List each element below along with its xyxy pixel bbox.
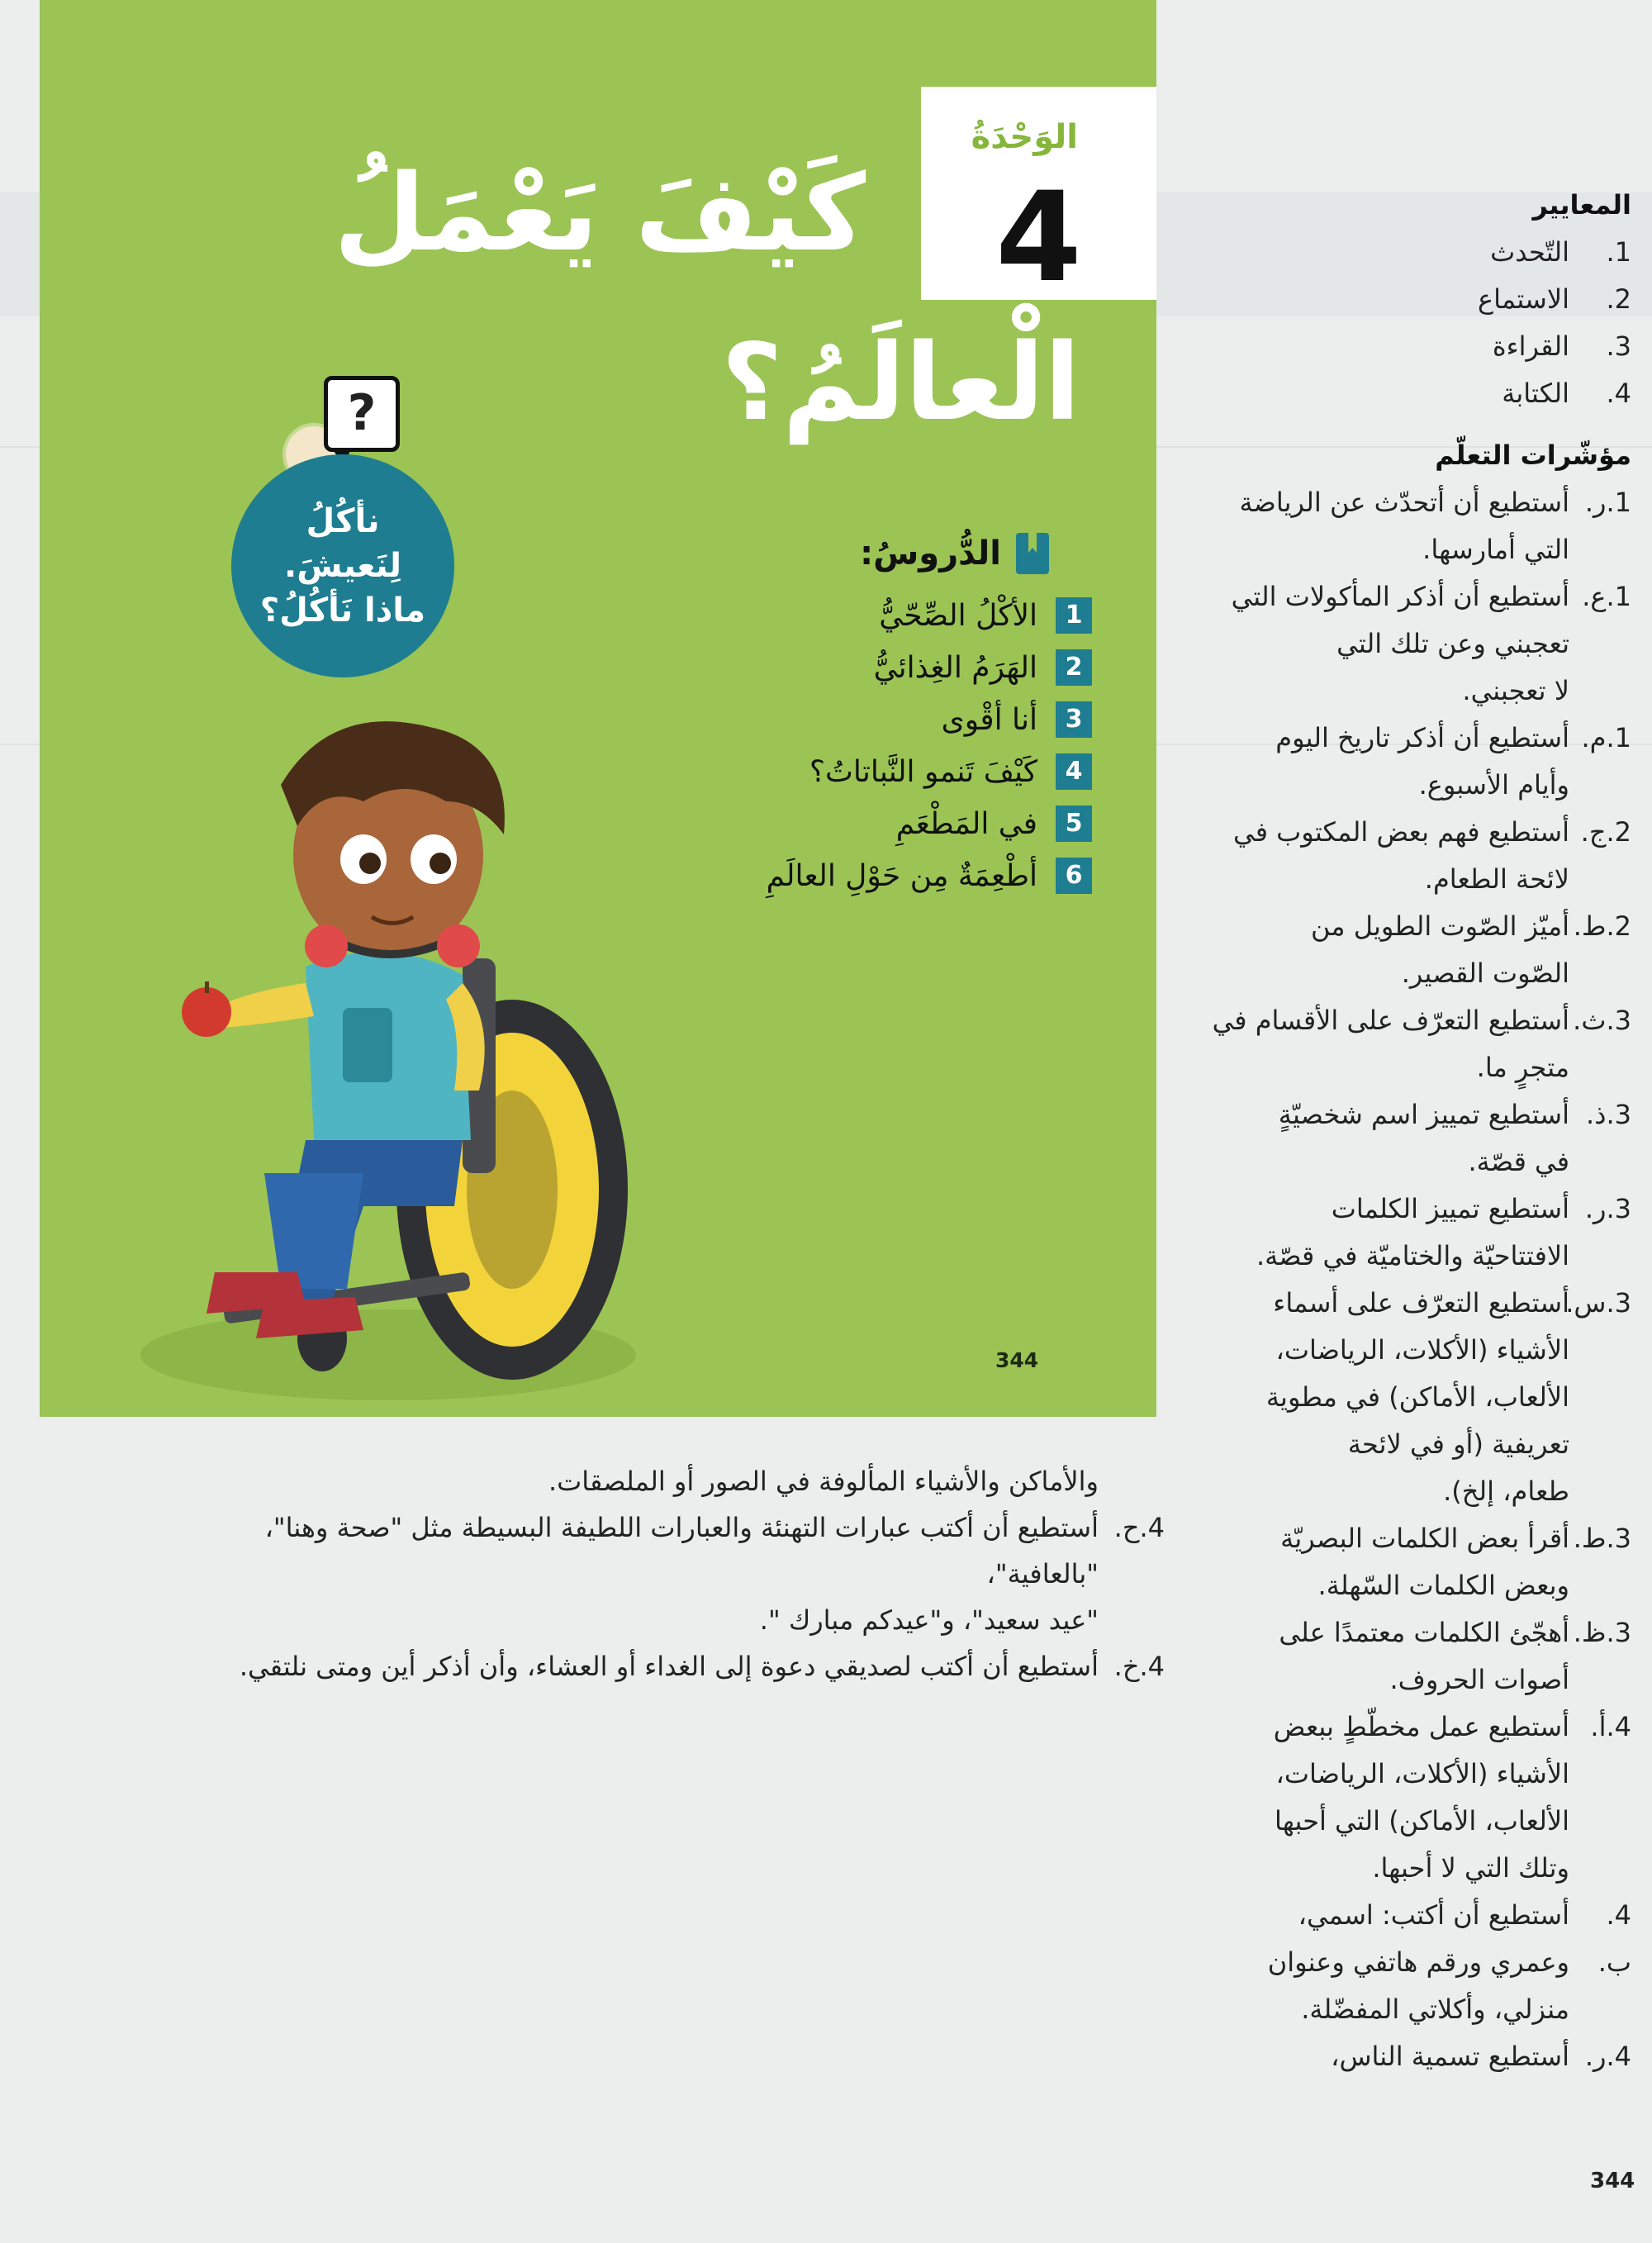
item-line: أستطيع أن أكتب: اسمي، — [1298, 1899, 1569, 1931]
item-line: أستطيع التعرّف على الأقسام في — [1212, 1005, 1569, 1036]
item-number: 1.م. — [1581, 722, 1631, 753]
lesson-item[interactable] — [874, 647, 1092, 688]
lesson-number: 2 — [1056, 649, 1092, 686]
item-line: أهجّئ الكلمات معتمدًا على — [1279, 1617, 1569, 1648]
item-number: 2.ط. — [1573, 910, 1631, 942]
item-line: أستطيع أن أتحدّث عن الرياضة — [1239, 487, 1569, 518]
indicator-item — [1181, 2033, 1631, 2080]
indicator-item — [1181, 1091, 1631, 1186]
bottom-text-block — [190, 1458, 1165, 1689]
standard-item — [1181, 229, 1631, 276]
item-line: الألعاب، الأماكن) في مطوية — [1265, 1381, 1569, 1413]
item-line: أصوات الحروف. — [1389, 1664, 1569, 1695]
item-line: أستطيع أن أذكر تاريخ اليوم — [1275, 722, 1569, 753]
indicator-item — [1181, 715, 1631, 809]
indicator-item — [1181, 1892, 1631, 2033]
item-text: الاستماع — [1478, 283, 1569, 315]
item-number: 4.أ. — [1590, 1711, 1631, 1742]
lesson-item[interactable] — [809, 751, 1092, 792]
item-text: التّحدث — [1490, 236, 1569, 268]
item-number: 3.ط. — [1573, 1523, 1631, 1554]
item-line: أقرأ بعض الكلمات البصريّة — [1280, 1523, 1569, 1554]
item-line: وعمري ورقم هاتفي وعنوان — [1267, 1946, 1569, 1978]
indicator-item — [1181, 573, 1631, 715]
item-line: متجرٍ ما. — [1476, 1052, 1569, 1083]
item-line: أستطيع تمييز الكلمات — [1331, 1193, 1569, 1224]
item-text: الكتابة — [1502, 378, 1569, 409]
item-line: وأيام الأسبوع. — [1418, 769, 1569, 801]
item-number: 1. — [1606, 236, 1631, 268]
lesson-item[interactable] — [767, 855, 1092, 896]
item-number: 3.ظ. — [1573, 1617, 1631, 1648]
item-number: 4.خ. — [1113, 1651, 1165, 1682]
item-line: تعجبني وعن تلك التي — [1336, 628, 1569, 659]
indicator-item — [190, 1504, 1165, 1643]
item-line: أستطيع تمييز اسم شخصيّةٍ — [1278, 1099, 1569, 1130]
lesson-item[interactable] — [896, 803, 1092, 844]
lesson-label: كَيْفَ تَنمو النَّباتاتُ؟ — [809, 754, 1037, 789]
theme-circle — [231, 454, 454, 677]
item-line: أستطيع أن أكتب عبارات التهنئة والعبارات اللطيفة البسيطة مثل "صحة وهنا"، "بالعافية"، — [264, 1512, 1099, 1590]
item-number: 4. ب. — [1597, 1899, 1631, 1978]
unit-label: الوَحْدَةُ — [971, 118, 1078, 156]
lesson-number: 3 — [1056, 701, 1092, 738]
unit-panel — [40, 0, 1156, 1417]
item-number: 2.ج. — [1580, 816, 1631, 848]
item-text: القراءة — [1492, 330, 1569, 362]
item-line: أستطيع أن أذكر المأكولات التي — [1231, 581, 1569, 612]
lesson-label: أطْعِمَةٌ مِن حَوْلِ العالَمِ — [766, 858, 1037, 893]
boy-wheelchair-illustration — [116, 710, 661, 1413]
indicator-item — [1181, 1609, 1631, 1704]
item-line: وتلك التي لا أحبها. — [1372, 1852, 1569, 1884]
item-number: 4. — [1606, 378, 1631, 409]
unit-title-line1: كَيْفَ يَعْمَلُ — [333, 152, 866, 275]
item-line: لا تعجبني. — [1462, 675, 1569, 706]
item-line: أستطيع فهم بعض المكتوب في — [1233, 816, 1569, 848]
lesson-item[interactable] — [942, 699, 1092, 740]
unit-title-line2: الْعالَمُ؟ — [721, 321, 1080, 444]
standard-item — [1181, 370, 1631, 417]
unit-number: 4 — [995, 166, 1082, 310]
item-line: الألعاب، الأماكن) التي أحبها — [1275, 1805, 1569, 1837]
lesson-item[interactable] — [879, 595, 1092, 636]
standard-item — [1181, 323, 1631, 370]
page-number: 344 — [1590, 2169, 1635, 2193]
item-line: وبعض الكلمات السّهلة. — [1317, 1570, 1569, 1601]
indicator-item — [1181, 479, 1631, 573]
item-number: 1.ع. — [1582, 581, 1631, 612]
item-line: في قصّة. — [1468, 1146, 1569, 1177]
theme-line: ماذا نَأكُلُ؟ — [259, 592, 426, 630]
item-line: الافتتاحيّة والختاميّة في قصّة. — [1256, 1240, 1569, 1271]
theme-line: لِنَعيشَ. — [284, 547, 401, 585]
item-line: التي أمارسها. — [1422, 534, 1569, 565]
item-line: "عيد سعيد"، و"عيدكم مبارك ". — [759, 1604, 1099, 1636]
indicators-heading: مؤشّرات التعلّم — [1435, 440, 1631, 471]
item-number: 3.ذ. — [1586, 1099, 1631, 1130]
lesson-label: الهَرَمُ الغِذائيُّ — [873, 650, 1037, 685]
item-line: أستطيع تسمية الناس، — [1331, 2041, 1569, 2072]
item-line: الصّوت القصير. — [1401, 958, 1569, 989]
lesson-number: 1 — [1056, 597, 1092, 634]
standards-heading: المعايير — [1532, 189, 1631, 221]
item-line: الأشياء (الأكلات، الرياضات، — [1275, 1758, 1569, 1789]
item-number: 4.ر. — [1584, 2041, 1631, 2072]
lesson-number: 6 — [1056, 858, 1092, 894]
indicator-item — [1181, 1186, 1631, 1280]
item-number: 2. — [1606, 283, 1631, 315]
lessons-title: الدُّروسُ: — [860, 535, 1001, 573]
indicator-item — [1181, 1515, 1631, 1609]
unit-box — [921, 87, 1156, 310]
indicator-item — [1181, 1704, 1631, 1892]
panel-page-number: 344 — [995, 1348, 1039, 1372]
item-line: أستطيع التعرّف على أسماء — [1273, 1287, 1569, 1319]
item-line: أميّز الصّوت الطويل من — [1311, 910, 1569, 942]
item-number: 3.ر. — [1584, 1193, 1631, 1224]
continuation-line — [190, 1458, 1165, 1504]
item-number: 3. — [1606, 330, 1631, 362]
item-number: 3.س. — [1565, 1287, 1631, 1319]
item-number: 1.ر. — [1584, 487, 1631, 518]
standard-item — [1181, 276, 1631, 323]
lesson-label: في المَطْعَمِ — [895, 806, 1037, 841]
indicator-item — [190, 1643, 1165, 1689]
item-line: تعريفية (أو في لائحة — [1347, 1428, 1569, 1460]
lesson-label: الأكْلُ الصِّحّيُّ — [879, 598, 1037, 633]
item-line: طعام، إلخ). — [1443, 1476, 1569, 1507]
item-line: الأشياء (الأكلات، الرياضات، — [1275, 1334, 1569, 1366]
standards-column — [1181, 182, 1631, 2080]
item-number: 3.ث. — [1573, 1005, 1631, 1036]
item-line: منزلي، وأكلاتي المفضّلة. — [1301, 1994, 1569, 2025]
item-line: أستطيع عمل مخطّطٍ ببعض — [1273, 1711, 1569, 1742]
item-line: لائحة الطعام. — [1424, 863, 1569, 895]
indicator-item — [1181, 809, 1631, 903]
item-number: 4.ح. — [1113, 1512, 1165, 1543]
indicator-item — [1181, 997, 1631, 1091]
lessons-heading — [743, 529, 1049, 578]
lesson-number: 5 — [1056, 805, 1092, 842]
lesson-number: 4 — [1056, 753, 1092, 790]
item-line: والأماكن والأشياء المألوفة في الصور أو الملصقات. — [548, 1466, 1099, 1497]
indicator-item — [1181, 903, 1631, 997]
bookmark-book-icon — [1016, 533, 1049, 574]
theme-line: نأكُلُ — [306, 502, 380, 540]
question-bubble-icon: ? — [324, 376, 400, 452]
item-line: أستطيع أن أكتب لصديقي دعوة إلى الغداء أو العشاء، وأن أذكر أين ومتى نلتقي. — [239, 1651, 1099, 1682]
lesson-label: أنا أقْوى — [941, 702, 1037, 737]
indicator-item — [1181, 1280, 1631, 1515]
